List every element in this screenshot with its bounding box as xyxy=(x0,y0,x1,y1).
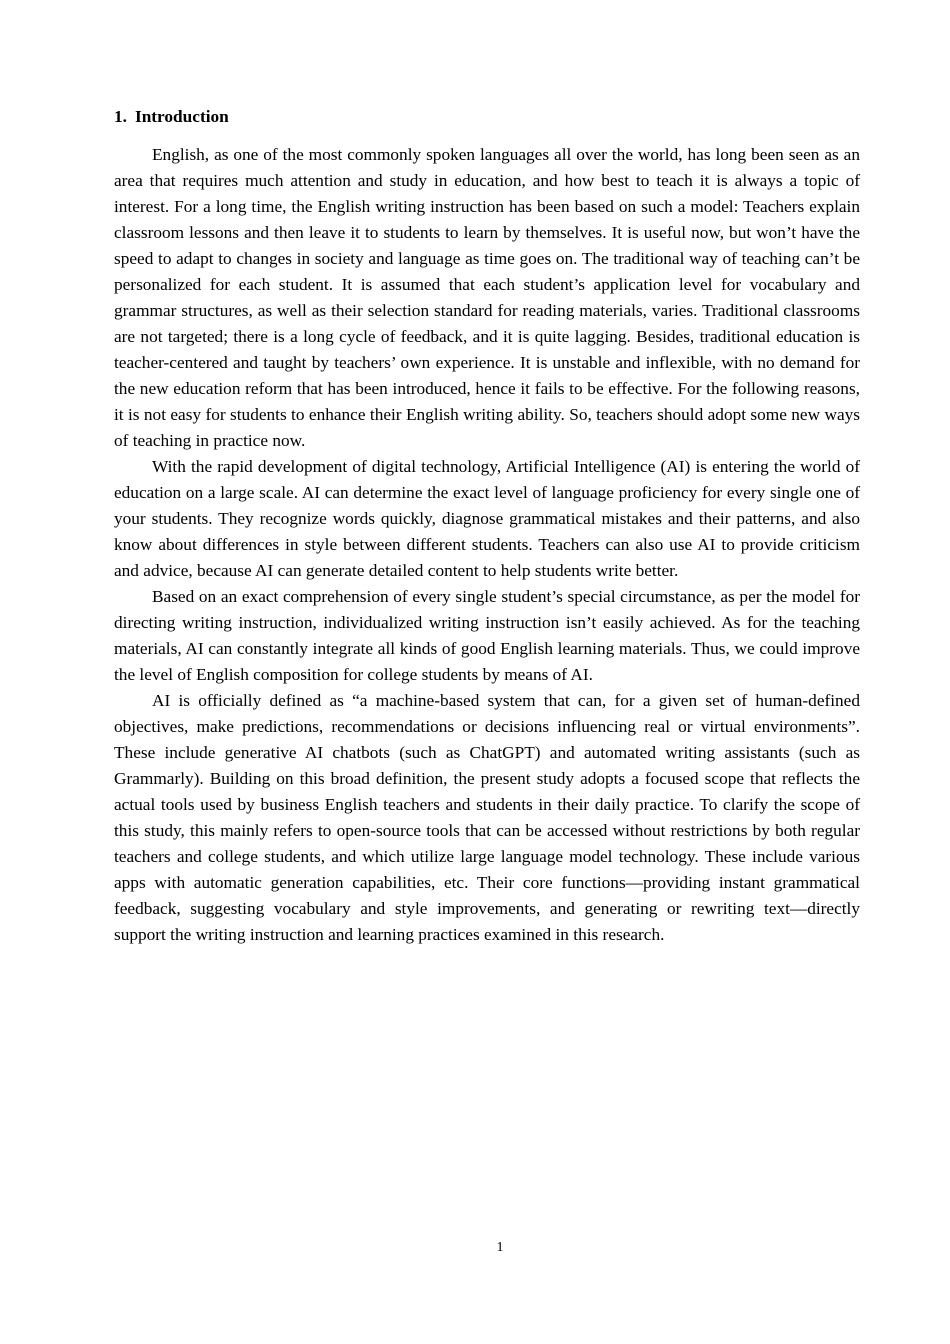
page-body xyxy=(114,104,860,948)
section-number: 1. xyxy=(114,107,127,126)
paragraph-ai-in-education: With the rapid development of digital technology, Artificial Intelligence (AI) is entering the world of education on a large scale. AI can determine the exact level of language proficiency for every single one of your students. They recognize words quickly, diagnose grammatical mistakes and their patterns, and also know about differences in style between different students. Teachers can also use AI to provide criticism and advice, because AI can generate detailed content to help students write better. xyxy=(114,457,860,580)
page-number: 1 xyxy=(496,1240,504,1255)
paragraph-english-writing-instruction: English, as one of the most commonly spoken languages all over the world, has long been seen as an area that requires much attention and study in education, and how best to teach it is always a topic of interest. For a long time, the English writing instruction has been based on such a model: Teachers explain classroom lessons and then leave it to students to learn by themselves. It is useful now, but won’t have the speed to adapt to changes in society and language as time goes on. The traditional way of teaching can’t be personalized for each student. It is assumed that each student’s application level for vocabulary and grammar structures, as well as their selection standard for reading materials, varies. Traditional classrooms are not targeted; there is a long cycle of feedback, and it is quite lagging. Besides, traditional education is teacher-centered and taught by teachers’ own experience. It is unstable and inflexible, with no demand for the new education reform that has been introduced, hence it fails to be effective. For the following reasons, it is not easy for students to enhance their English writing ability. So, teachers should adopt some new ways of teaching in practice now. xyxy=(114,145,860,450)
section-heading xyxy=(114,104,860,130)
paragraph-ai-definition: AI is officially defined as “a machine-based system that can, for a given set of human-defined objectives, make predictions, recommendations or decisions influencing real or virtual environments”. These include generative AI chatbots (such as ChatGPT) and automated writing assistants (such as Grammarly). Building on this broad definition, the present study adopts a focused scope that reflects the actual tools used by business English teachers and students in their daily practice. To clarify the scope of this study, this mainly refers to open-source tools that can be accessed without restrictions by both regular teachers and college students, and which utilize large language model technology. These include various apps with automatic generation capabilities, etc. Their core functions—providing instant grammatical feedback, suggesting vocabulary and style improvements, and generating or rewriting text—directly support the writing instruction and learning practices examined in this research. xyxy=(114,691,860,944)
paragraph-individualized-instruction: Based on an exact comprehension of every single student’s special circumstance, as per the model for directing writing instruction, individualized writing instruction isn’t easily achieved. As for the teaching materials, AI can constantly integrate all kinds of good English learning materials. Thus, we could improve the level of English composition for college students by means of AI. xyxy=(114,587,860,684)
section-title: Introduction xyxy=(134,107,229,126)
